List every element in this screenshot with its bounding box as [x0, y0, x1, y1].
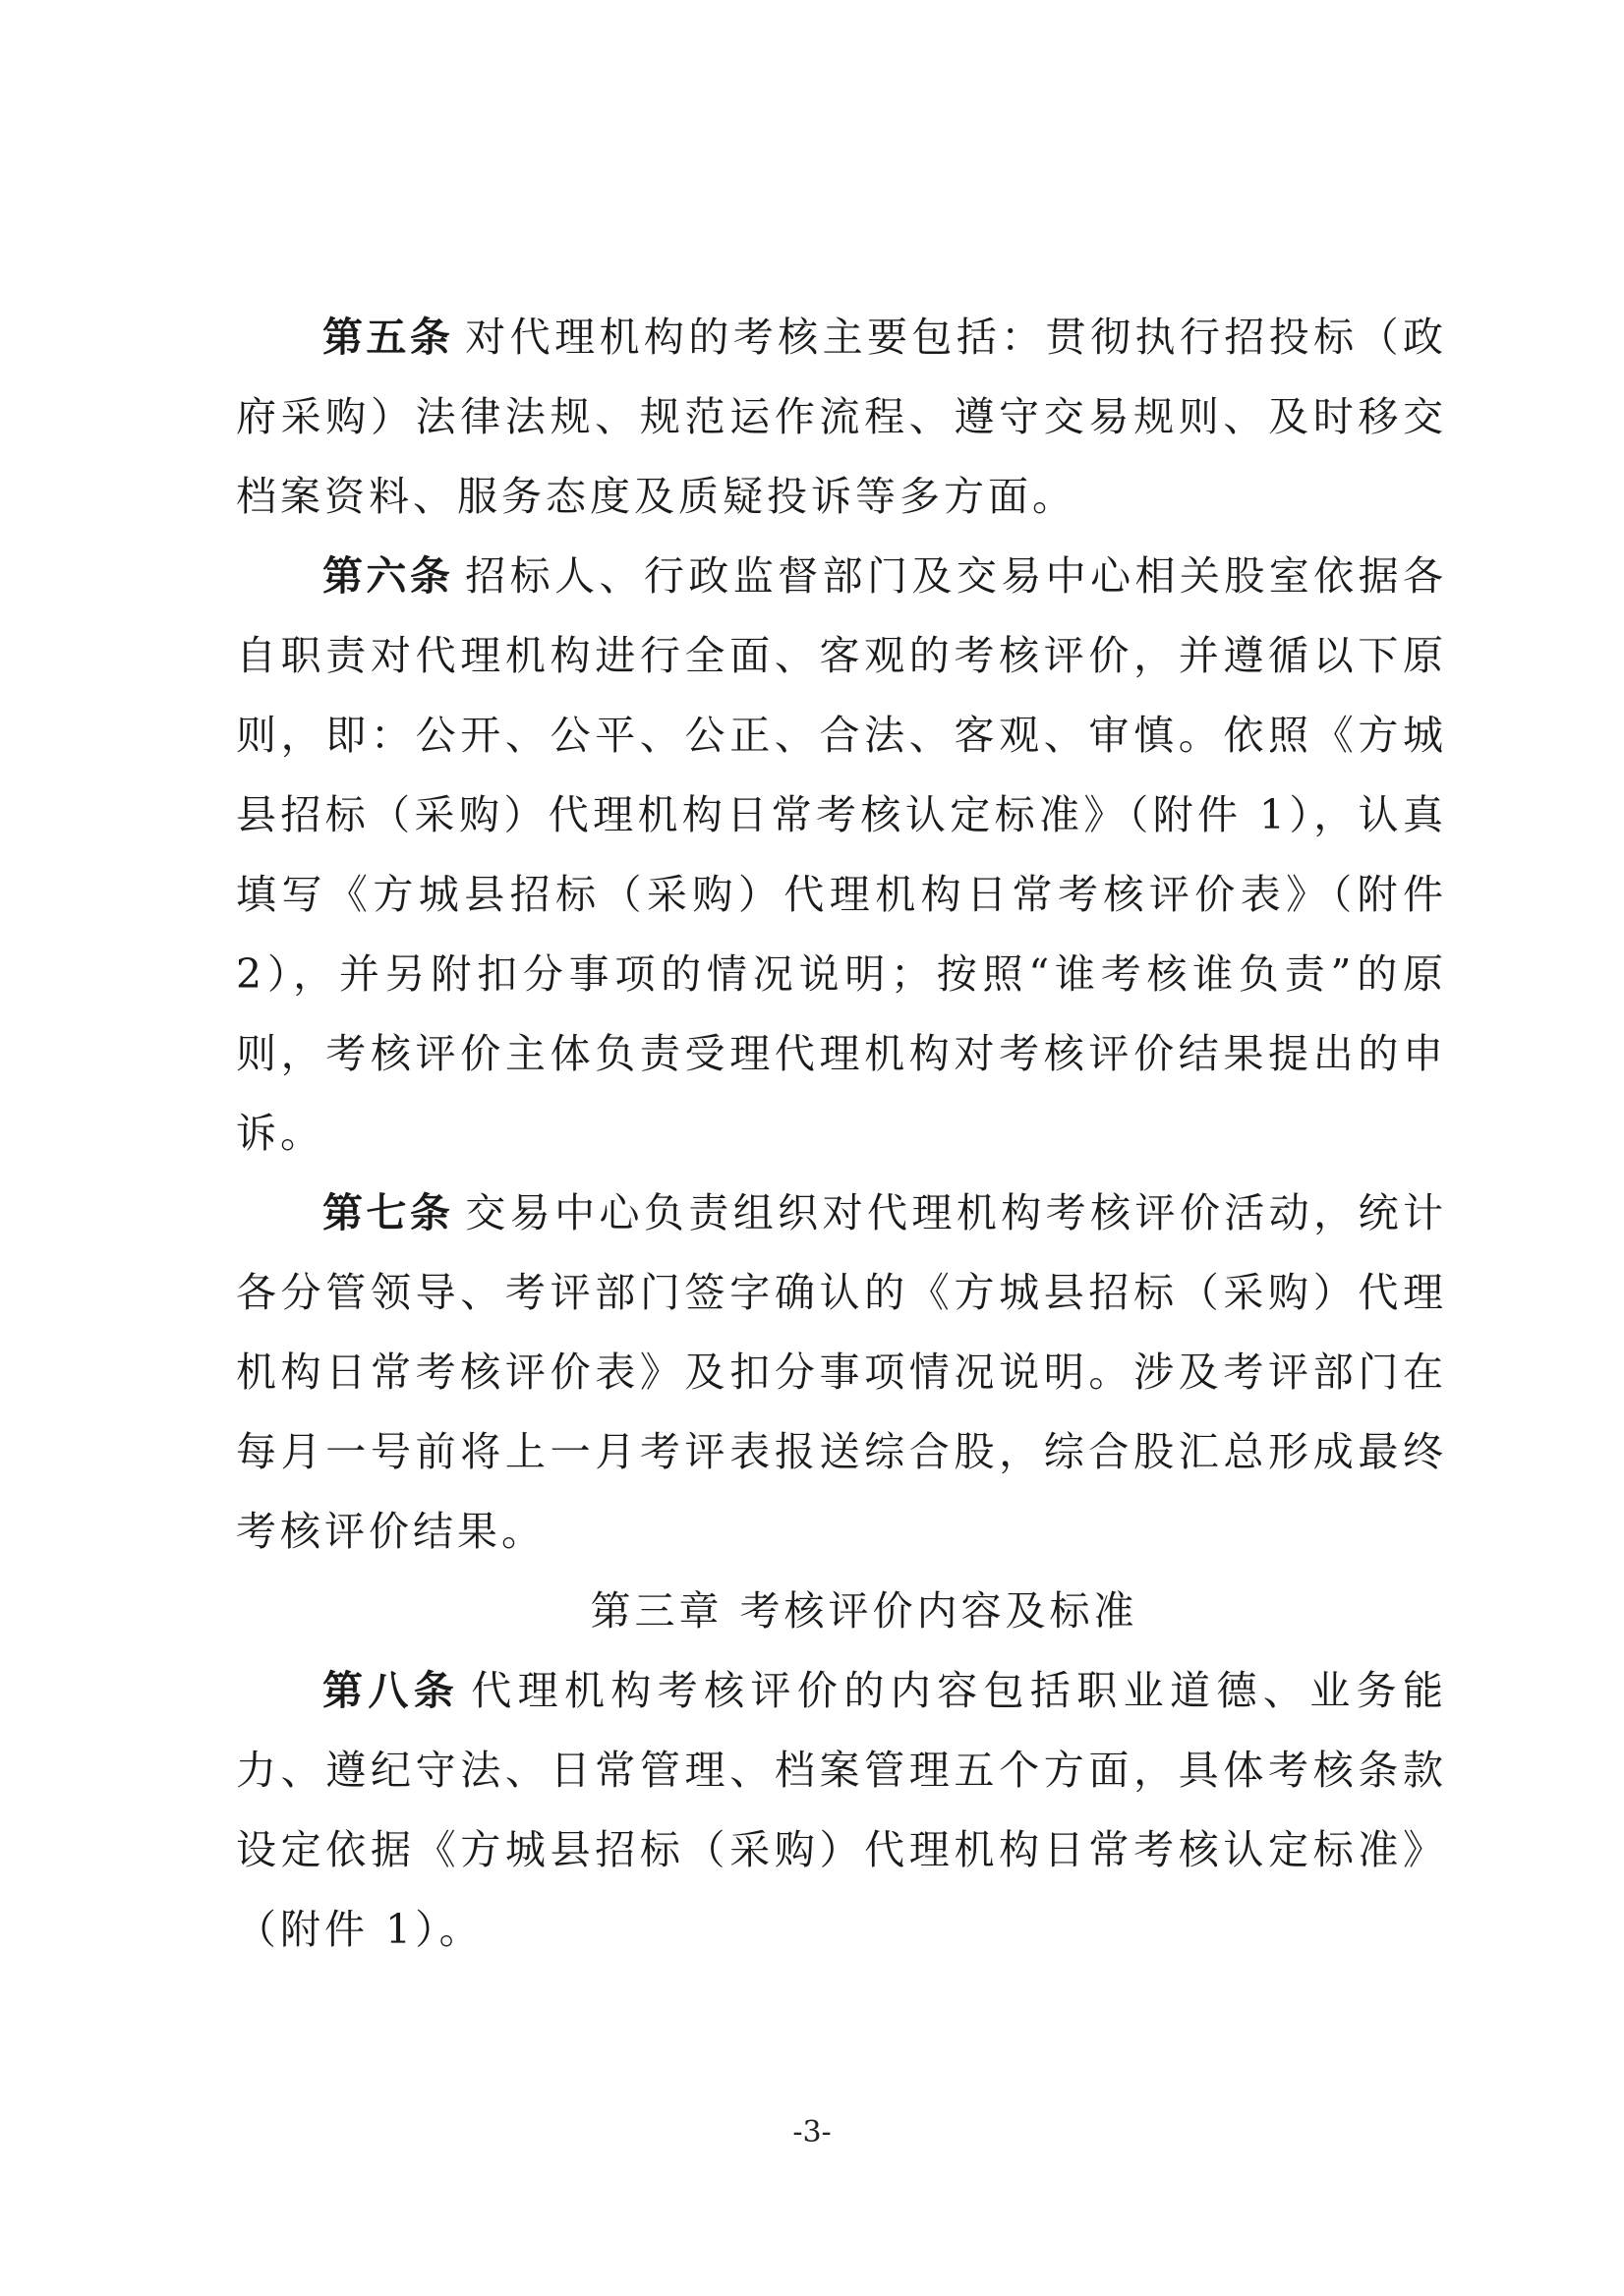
article-6-text: 招标人、行政监督部门及交易中心相关股室依据各自职责对代理机构进行全面、客观的考核评价，并遵循以下原则，即：公开、公平、公正、合法、客观、审慎。依照《方城县招标（采购）代理机构日常考核认定标准》（附件 1），认真填写《方城县招标（采购）代理机构日常考核评价表》（附件 2），并另附扣分事项的情况说明；按照“谁考核谁负责”的原则，考核评价主体负责受理代理机构对考核评价结果提出的申诉。	[236, 552, 1447, 1157]
page-number: -3-	[792, 2115, 832, 2150]
article-8	[236, 1651, 1447, 1970]
article-8-text: 代理机构考核评价的内容包括职业道德、业务能力、遵纪守法、日常管理、档案管理五个方面，具体考核条款设定依据《方城县招标（采购）代理机构日常考核认定标准》（附件 1）。	[236, 1667, 1448, 1953]
article-5	[236, 298, 1447, 537]
article-7-title: 第七条	[322, 1189, 454, 1236]
article-7-text: 交易中心负责组织对代理机构考核评价活动，统计各分管领导、考评部门签字确认的《方城县招标（采购）代理机构日常考核评价表》及扣分事项情况说明。涉及考评部门在每月一号前将上一月考评表报送综合股，综合股汇总形成最终考核评价结果。	[236, 1189, 1447, 1555]
article-7	[236, 1174, 1447, 1572]
chapter-heading: 第三章 考核评价内容及标准	[590, 1587, 1138, 1635]
article-6	[236, 537, 1447, 1174]
article-6-title: 第六条	[322, 552, 454, 600]
article-5-title: 第五条	[322, 314, 454, 361]
article-8-title: 第八条	[322, 1667, 460, 1714]
document-body	[236, 298, 1447, 1970]
article-5-text: 对代理机构的考核主要包括：贯彻执行招投标（政府采购）法律法规、规范运作流程、遵守交易规则、及时移交档案资料、服务态度及质疑投诉等多方面。	[236, 314, 1447, 520]
